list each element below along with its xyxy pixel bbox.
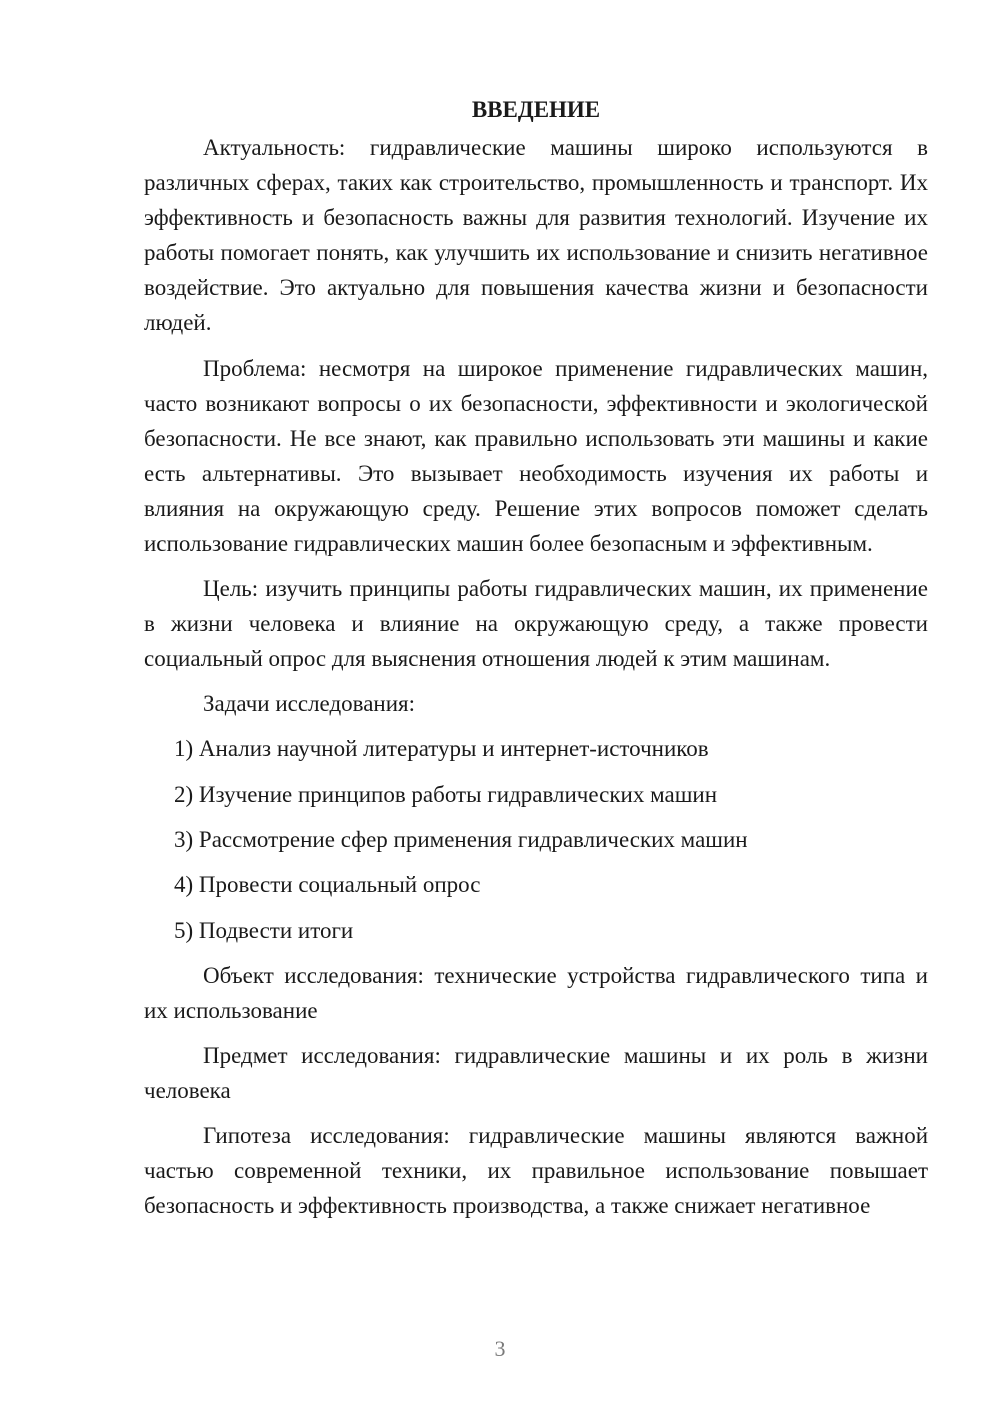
tasks-heading: Задачи исследования:	[203, 691, 416, 717]
task-item: 1) Анализ научной литературы и интернет-источников	[174, 736, 709, 762]
relevance-paragraph: Актуальность: гидравлические машины широко используются в различных сферах, таких как строительство, промышленность и транспорт. Их эффективность и безопасность важны для развития технологий. Изучение их работы помогает понять, как улучшить их использование и снизить негативное воздействие. Это актуально для повышения качества жизни и безопасности людей.	[144, 135, 928, 336]
document-page	[144, 92, 928, 1234]
hypothesis-paragraph: Гипотеза исследования: гидравлические машины являются важной частью современной техники, их правильное использование повышает безопасность и эффективность производства, а также снижает негативное	[144, 1123, 928, 1219]
task-item: 3) Рассмотрение сфер применения гидравлических машин	[174, 827, 748, 852]
subject-paragraph: Предмет исследования: гидравлические машины и их роль в жизни человека	[144, 1043, 928, 1104]
task-item: 4) Провести социальный опрос	[174, 872, 481, 898]
task-item: 2) Изучение принципов работы гидравлических машин	[174, 781, 718, 807]
object-paragraph: Объект исследования: технические устройства гидравлического типа и их использование	[144, 962, 928, 1023]
goal-paragraph: Цель: изучить принципы работы гидравлических машин, их применение в жизни человека и влияние на окружающую среду, а также провести социальный опрос для выяснения отношения людей к этим машинам.	[144, 576, 928, 672]
problem-paragraph: Проблема: несмотря на широкое применение гидравлических машин, часто возникают вопросы о их безопасности, эффективности и экологической безопасности. Не все знают, как правильно использовать эти машины и какие есть альтернативы. Это вызывает необходимость изучения их работы и влияния на окружающую среду. Решение этих вопросов поможет сделать использование гидравлических машин более безопасным и эффективным.	[144, 355, 928, 557]
page-number: 3	[494, 1336, 506, 1361]
task-item: 5) Подвести итоги	[174, 917, 354, 943]
section-title: ВВЕДЕНИЕ	[471, 97, 601, 122]
